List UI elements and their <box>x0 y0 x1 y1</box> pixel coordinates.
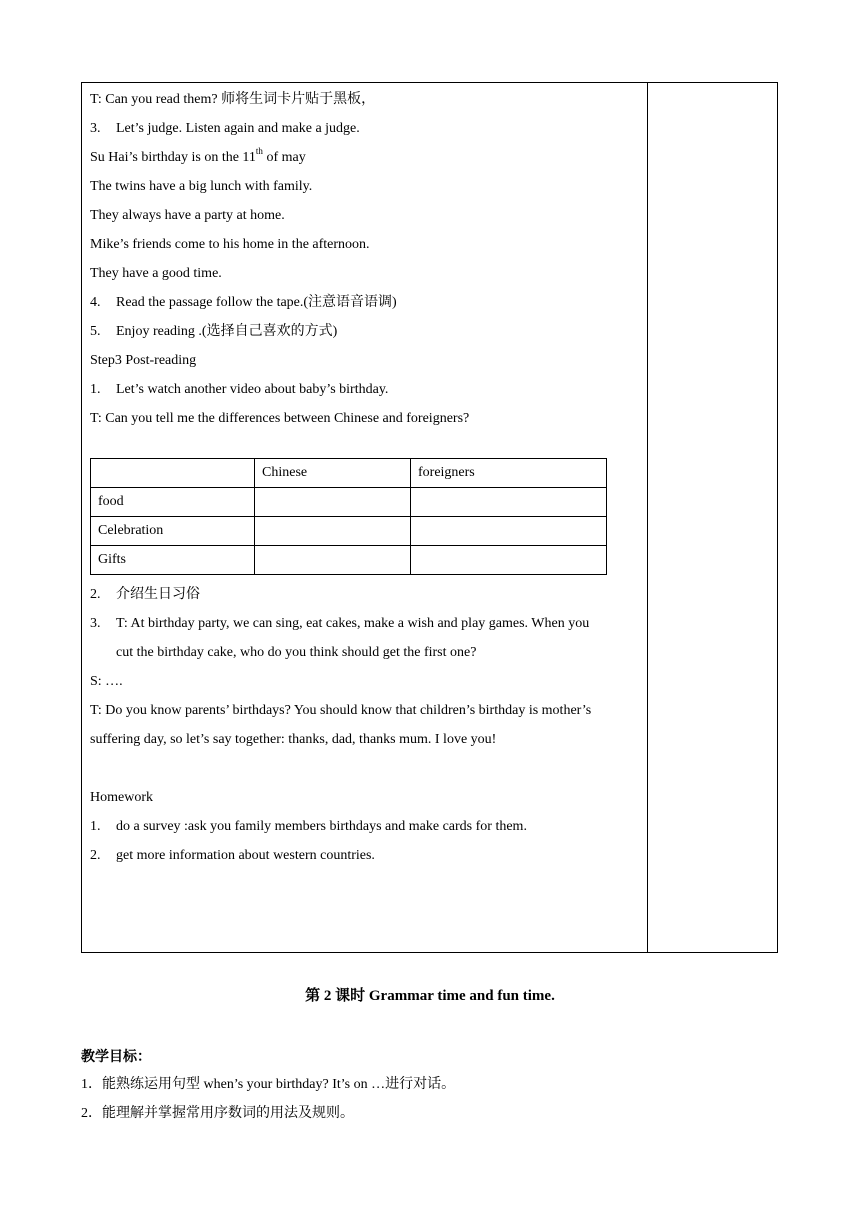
post-item-2 <box>90 586 200 604</box>
post-item-3-number: 3. <box>90 616 101 631</box>
table-cell <box>255 488 411 517</box>
judge-line-2: The twins have a big lunch with family. <box>90 179 313 194</box>
ordinal-suffix: th <box>255 146 263 157</box>
post-item-3-text: T: At birthday party, we can sing, eat cakes, make a wish and play games. When you <box>116 616 590 631</box>
post-item-3 <box>90 615 589 633</box>
item-5 <box>90 323 337 341</box>
item-3 <box>90 120 360 138</box>
objectives-label: 教学目标： <box>81 1050 151 1065</box>
differences-question: T: Can you tell me the differences between Chinese and foreigners? <box>90 411 470 426</box>
item-5-text: Enjoy reading .(选择自己喜欢的方式) <box>116 324 338 339</box>
homework-heading: Homework <box>90 790 153 805</box>
table-row <box>91 517 607 546</box>
judge-1-text: Su Hai’s birthday is on the 11 <box>90 150 256 165</box>
post-item-1-number: 1. <box>90 382 101 397</box>
homework-item-2 <box>90 847 375 865</box>
post-item-1-text: Let’s watch another video about baby’s birthday. <box>116 382 389 397</box>
homework-1-number: 1. <box>90 819 101 834</box>
judge-line-1 <box>90 146 306 167</box>
item-4-text: Read the passage follow the tape.(注意语音语调) <box>116 295 397 310</box>
homework-1-text: do a survey :ask you family members birthdays and make cards for them. <box>116 819 527 834</box>
post-item-2-text: 介绍生日习俗 <box>116 587 200 602</box>
judge-1-tail: of may <box>262 150 306 165</box>
judge-line-3: They always have a party at home. <box>90 208 285 223</box>
teacher-read-line: T: Can you read them? 师将生词卡片贴于黑板， <box>90 92 376 107</box>
table-cell <box>411 546 607 575</box>
judge-line-4: Mike’s friends come to his home in the afternoon. <box>90 237 370 252</box>
table-header-cell: Chinese <box>255 459 411 488</box>
item-3-text: Let’s judge. Listen again and make a judge. <box>116 121 360 136</box>
homework-2-text: get more information about western countries. <box>116 848 375 863</box>
item-4-number: 4. <box>90 295 101 310</box>
step3-heading: Step3 Post-reading <box>90 353 197 368</box>
item-3-number: 3. <box>90 121 101 136</box>
column-divider <box>647 82 648 953</box>
comparison-table <box>90 458 607 575</box>
homework-2-number: 2. <box>90 848 101 863</box>
section-title: 第 2 课时 Grammar time and fun time. <box>305 988 555 1004</box>
post-item-3-continued: cut the birthday cake, who do you think should get the first one? <box>116 645 477 660</box>
table-cell <box>411 488 607 517</box>
parents-line-1: T: Do you know parents’ birthdays? You should know that children’s birthday is mother’s <box>90 703 592 718</box>
table-header-cell: foreigners <box>411 459 607 488</box>
table-row <box>91 488 607 517</box>
objective-1: 1．能熟练运用句型 when’s your birthday? It’s on …进行对话。 <box>81 1077 456 1092</box>
table-cell <box>255 517 411 546</box>
post-item-1 <box>90 381 388 399</box>
parents-line-2: suffering day, so let’s say together: thanks, dad, thanks mum. I love you! <box>90 732 497 747</box>
homework-item-1 <box>90 818 527 836</box>
table-cell: Gifts <box>91 546 255 575</box>
table-cell <box>255 546 411 575</box>
table-header-row <box>91 459 607 488</box>
item-4 <box>90 294 397 312</box>
table-row <box>91 546 607 575</box>
item-5-number: 5. <box>90 324 101 339</box>
post-item-2-number: 2. <box>90 587 101 602</box>
judge-line-5: They have a good time. <box>90 266 222 281</box>
table-cell <box>411 517 607 546</box>
table-cell: food <box>91 488 255 517</box>
table-cell: Celebration <box>91 517 255 546</box>
objective-2: 2．能理解并掌握常用序数词的用法及规则。 <box>81 1106 354 1121</box>
student-response: S: …. <box>90 674 123 689</box>
table-header-cell <box>91 459 255 488</box>
